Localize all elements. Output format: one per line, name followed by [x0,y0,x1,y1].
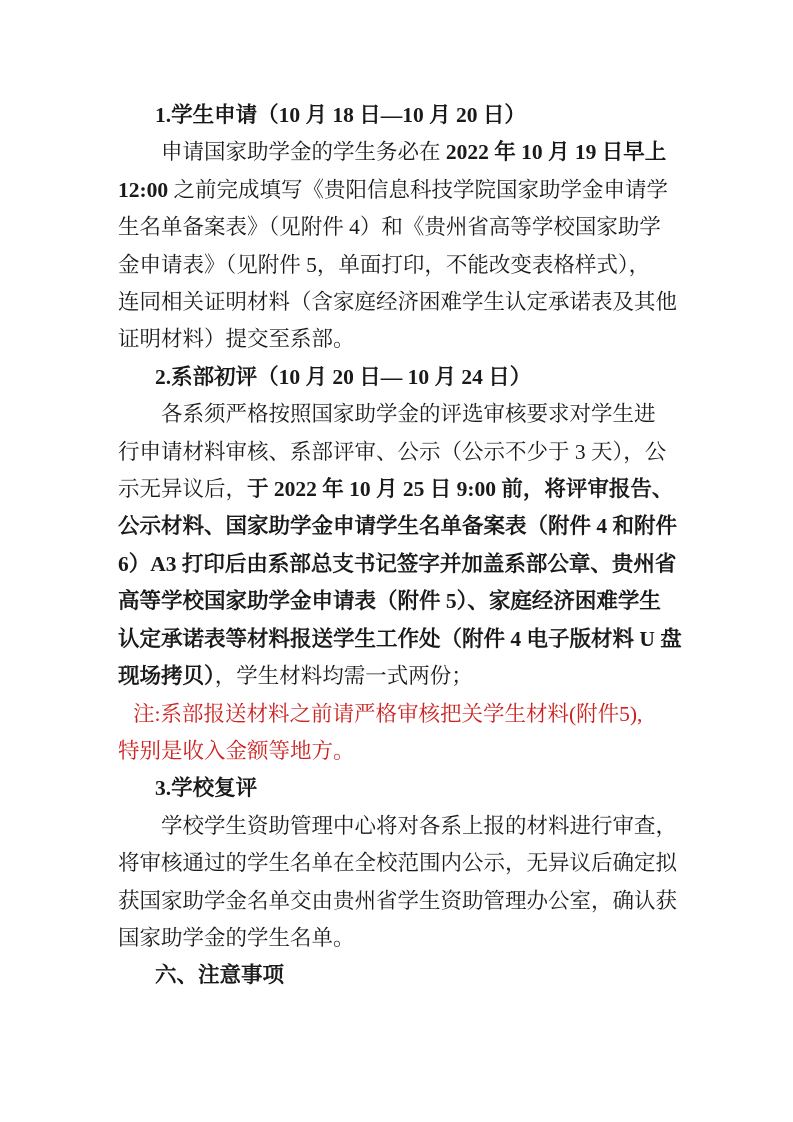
text-line [118,209,678,246]
text-segment: 行申请材料审核、系部评审、公示（公示不少于 3 天），公 [118,439,667,464]
text-line [118,247,678,284]
text-line [118,546,678,583]
text-line [118,583,678,620]
text-segment: 金申请表》（见附件 5，单面打印，不能改变表格样式）， [118,252,651,277]
text-segment: ，学生材料均需一式两份； [214,664,473,689]
text-segment: 2.系部初评（10 月 20 日— 10 月 24 日） [155,364,532,389]
text-segment: 国家助学金的学生名单。 [118,925,355,950]
text-segment: 获国家助学金名单交由贵州省学生资助管理办公室，确认获 [118,888,678,913]
text-segment: 六、注意事项 [155,963,285,988]
text-segment: 各系须严格按照国家助学金的评选审核要求对学生进 [161,402,656,427]
text-segment: 生名单备案表》（见附件 4）和《贵州省高等学校国家助学 [118,215,661,240]
text-segment: 连同相关证明材料（含家庭经济困难学生认定承诺表及其他 [118,290,678,315]
text-segment: 高等学校国家助学金申请表（附件 5）、家庭经济困难学生 [118,589,661,614]
text-segment: 公示材料、国家助学金申请学生名单备案表（附件 4 和附件 [118,514,678,539]
text-block [118,97,682,995]
note-line [118,733,678,770]
text-line [118,621,682,658]
text-segment: 注:系部报送材料之前请严格审核把关学生材料(附件5), [133,701,643,726]
text-line [118,471,678,508]
text-segment: 1.学生申请（10 月 18 日—10 月 20 日） [155,103,526,127]
text-line [118,658,678,695]
text-segment: 申请国家助学金的学生务必在 [161,140,446,165]
note-line [118,696,678,733]
text-segment: 2022 年 10 月 19 日早上 [445,140,667,165]
text-segment: 特别是收入金额等地方。 [118,738,355,763]
text-segment: 认定承诺表等材料报送学生工作处（附件 4 电子版材料 U 盘 [118,626,682,651]
text-segment: 现场拷贝） [118,664,215,689]
section-heading [118,770,678,807]
text-line [118,284,678,321]
text-line [118,434,678,471]
text-line [118,321,678,358]
text-line [118,808,678,845]
text-segment: 6）A3 打印后由系部总支书记签字并加盖系部公章、贵州省 [118,551,677,576]
text-line [118,920,678,957]
text-line [118,883,678,920]
section-heading [118,97,678,134]
section-heading [118,957,678,994]
text-line [118,396,678,433]
text-segment: 证明材料）提交至系部。 [118,327,355,352]
text-line [118,172,678,209]
text-line [118,508,678,545]
text-segment: 于 2022 年 10 月 25 日 9:00 前，将评审报告、 [247,477,674,502]
text-segment: 之前完成填写《贵阳信息科技学院国家助学金申请学 [173,177,669,202]
section-heading [118,359,678,396]
text-segment: 12:00 [118,177,174,202]
text-segment: 将审核通过的学生名单在全校范围内公示，无异议后确定拟 [118,851,678,876]
text-line [118,134,678,171]
text-line [118,845,678,882]
text-segment: 示无异议后， [118,477,248,502]
text-segment: 3.学校复评 [155,776,258,801]
text-segment: 学校学生资助管理中心将对各系上报的材料进行审查， [161,813,678,838]
